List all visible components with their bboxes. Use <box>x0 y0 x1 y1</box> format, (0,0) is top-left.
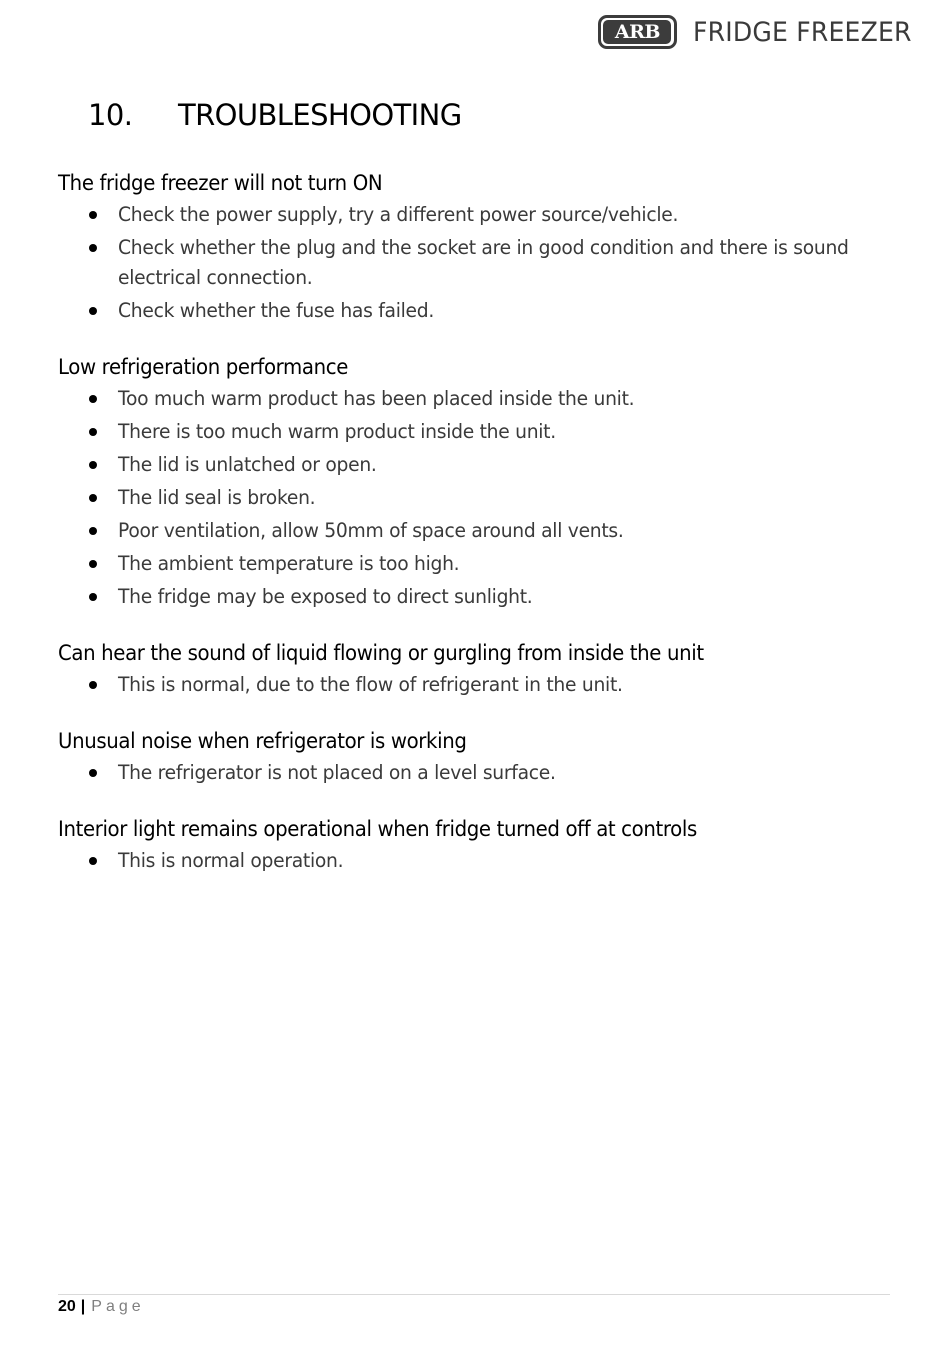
bullet-icon <box>89 395 97 403</box>
list-item-text: Poor ventilation, allow 50mm of space around all vents. <box>118 519 624 542</box>
list-item <box>58 450 898 480</box>
list-item-text: Check whether the plug and the socket are in good condition and there is sound electrical connection. <box>118 236 849 289</box>
footer-separator: | <box>80 1298 86 1315</box>
bullet-icon <box>89 857 97 865</box>
footer-divider <box>58 1294 890 1295</box>
page-footer <box>58 1298 145 1316</box>
list-item <box>58 417 898 447</box>
bullet-list <box>58 384 898 612</box>
list-item <box>58 516 898 546</box>
section-title <box>88 98 462 132</box>
page-number: 20 <box>58 1298 76 1315</box>
bullet-icon <box>89 560 97 568</box>
bullet-icon <box>89 428 97 436</box>
list-item-text: Check the power supply, try a different power source/vehicle. <box>118 203 679 226</box>
bullet-icon <box>89 527 97 535</box>
bullet-icon <box>89 211 97 219</box>
list-item <box>58 483 898 513</box>
section-title-text: TROUBLESHOOTING <box>178 98 462 132</box>
bullet-icon <box>89 769 97 777</box>
group-heading: The fridge freezer will not turn ON <box>58 171 383 195</box>
arb-logo-text: ARB <box>603 20 671 44</box>
troubleshooting-group <box>58 638 898 700</box>
group-heading: Can hear the sound of liquid flowing or gurgling from inside the unit <box>58 641 704 665</box>
bullet-list <box>58 846 898 876</box>
bullet-list <box>58 200 898 326</box>
list-item-text: There is too much warm product inside the unit. <box>118 420 556 443</box>
list-item <box>58 296 898 326</box>
troubleshooting-content <box>58 168 898 902</box>
list-item <box>58 233 898 293</box>
list-item-text: This is normal, due to the flow of refrigerant in the unit. <box>118 673 623 696</box>
bullet-icon <box>89 307 97 315</box>
group-heading: Interior light remains operational when fridge turned off at controls <box>58 817 697 841</box>
troubleshooting-group <box>58 814 898 876</box>
list-item <box>58 670 898 700</box>
troubleshooting-group <box>58 168 898 326</box>
bullet-icon <box>89 593 97 601</box>
bullet-list <box>58 670 898 700</box>
list-item-text: The fridge may be exposed to direct sunlight. <box>118 585 533 608</box>
list-item <box>58 582 898 612</box>
troubleshooting-group <box>58 352 898 612</box>
group-heading: Low refrigeration performance <box>58 355 349 379</box>
list-item-text: The ambient temperature is too high. <box>118 552 460 575</box>
troubleshooting-group <box>58 726 898 788</box>
section-number: 10. <box>88 98 133 132</box>
product-title: FRIDGE FREEZER <box>692 16 912 48</box>
list-item <box>58 200 898 230</box>
list-item <box>58 384 898 414</box>
page-label: Page <box>91 1298 145 1315</box>
list-item-text: The lid is unlatched or open. <box>118 453 377 476</box>
list-item <box>58 758 898 788</box>
arb-logo <box>598 15 677 49</box>
list-item <box>58 549 898 579</box>
list-item-text: Check whether the fuse has failed. <box>118 299 435 322</box>
list-item-text: This is normal operation. <box>118 849 344 872</box>
bullet-icon <box>89 461 97 469</box>
page-header <box>598 12 928 52</box>
list-item-text: Too much warm product has been placed inside the unit. <box>118 387 635 410</box>
bullet-icon <box>89 244 97 252</box>
group-heading: Unusual noise when refrigerator is working <box>58 729 467 753</box>
bullet-list <box>58 758 898 788</box>
bullet-icon <box>89 681 97 689</box>
list-item-text: The lid seal is broken. <box>118 486 316 509</box>
list-item-text: The refrigerator is not placed on a level surface. <box>118 761 556 784</box>
bullet-icon <box>89 494 97 502</box>
list-item <box>58 846 898 876</box>
